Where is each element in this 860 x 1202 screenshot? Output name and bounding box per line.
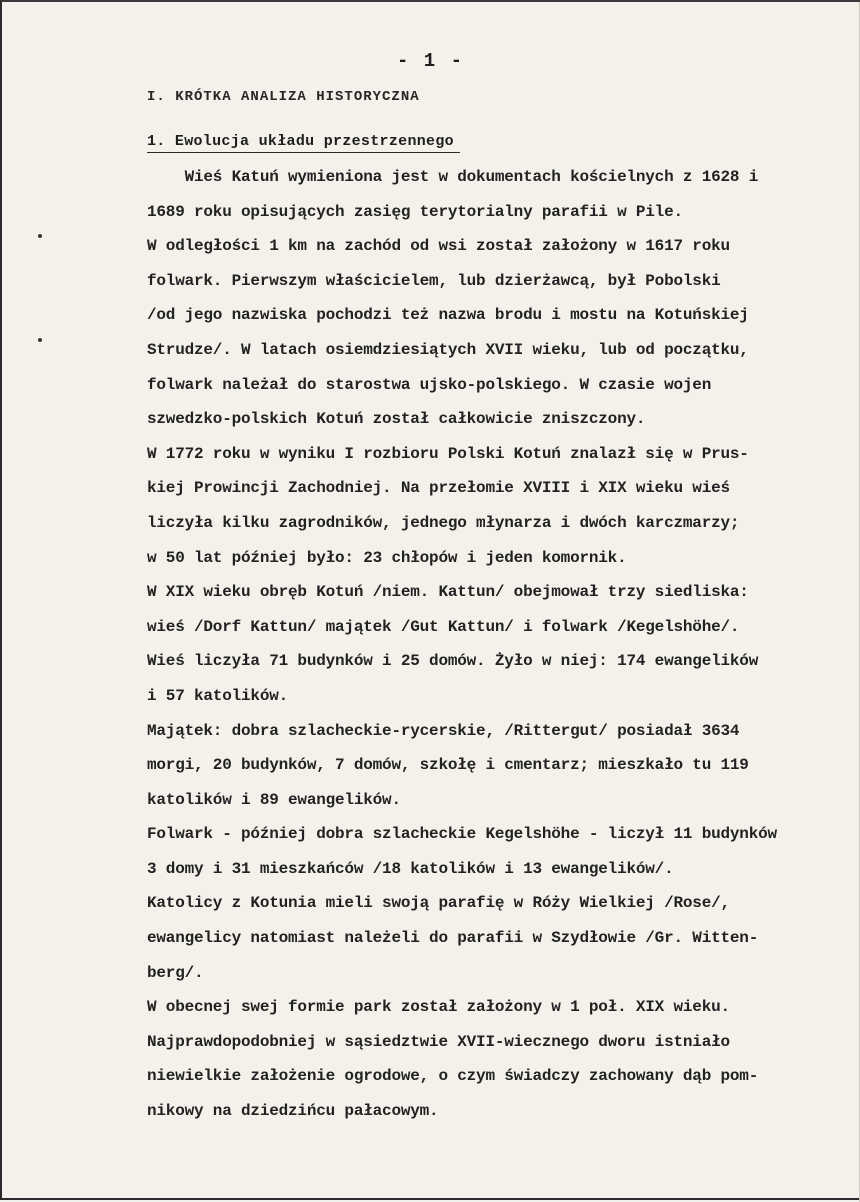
text-line: kiej Prowincji Zachodniej. Na przełomie XVIII i XIX wieku wieś <box>147 479 730 498</box>
text-line: w 50 lat później było: 23 chłopów i jeden komornik. <box>147 548 627 567</box>
text-line: nikowy na dziedzińcu pałacowym. <box>147 1102 439 1121</box>
text-line: W 1772 roku w wyniku I rozbioru Polski Kotuń znalazł się w Prus- <box>147 444 749 463</box>
text-line: Najprawdopodobniej w sąsiedztwie XVII-wiecznego dworu istniało <box>147 1032 730 1051</box>
text-line: wieś /Dorf Kattun/ majątek /Gut Kattun/ i folwark /Kegelshöhe/. <box>147 617 740 636</box>
margin-dot <box>38 234 42 238</box>
text-line: Strudze/. W latach osiemdziesiątych XVII wieku, lub od początku, <box>147 340 749 359</box>
text-line: liczyła kilku zagrodników, jednego młynarza i dwóch karczmarzy; <box>147 513 740 532</box>
text-line: Wieś liczyła 71 budynków i 25 domów. Żyło w niej: 174 ewangelików <box>147 652 759 671</box>
text-line: 3 domy i 31 mieszkańców /18 katolików i 13 ewangelików/. <box>147 859 674 878</box>
text-line: i 57 katolików. <box>147 686 289 705</box>
text-line: folwark. Pierwszym właścicielem, lub dzierżawcą, był Pobolski <box>147 271 721 290</box>
text-line: niewielkie założenie ogrodowe, o czym świadczy zachowany dąb pom- <box>147 1067 759 1086</box>
section-heading: I. KRÓTKA ANALIZA HISTORYCZNA <box>147 89 420 105</box>
text-line: Majątek: dobra szlacheckie-rycerskie, /Rittergut/ posiadał 3634 <box>147 721 740 740</box>
text-line: W XIX wieku obręb Kotuń /niem. Kattun/ obejmował trzy siedliska: <box>147 583 749 602</box>
body-text <box>147 160 860 1129</box>
text-line: Katolicy z Kotunia mieli swoją parafię w Róży Wielkiej /Rose/, <box>147 894 730 913</box>
text-line: Wieś Katuń wymieniona jest w dokumentach kościelnych z 1628 i <box>147 168 759 186</box>
text-line: /od jego nazwiska pochodzi też nazwa brodu i mostu na Kotuńskiej <box>147 306 749 325</box>
text-line: szwedzko-polskich Kotuń został całkowicie zniszczony. <box>147 410 646 429</box>
page-number: - 1 - <box>397 50 465 72</box>
text-line: W obecnej swej formie park został założony w 1 poł. XIX wieku. <box>147 998 730 1017</box>
text-line: 1689 roku opisujących zasięg terytorialny parafii w Pile. <box>147 202 683 221</box>
text-line: berg/. <box>147 963 204 982</box>
text-line: morgi, 20 budynków, 7 domów, szkołę i cmentarz; mieszkało tu 119 <box>147 756 749 775</box>
subsection-heading: 1. Ewolucja układu przestrzennego <box>147 132 460 153</box>
margin-dot <box>38 338 42 342</box>
text-line: ewangelicy natomiast należeli do parafii w Szydłowie /Gr. Witten- <box>147 929 759 948</box>
text-line: katolików i 89 ewangelików. <box>147 790 401 809</box>
text-line: Folwark - później dobra szlacheckie Kegelshöhe - liczył 11 budynków <box>147 825 777 844</box>
text-line: folwark należał do starostwa ujsko-polskiego. W czasie wojen <box>147 375 712 394</box>
text-line: W odległości 1 km na zachód od wsi został założony w 1617 roku <box>147 237 730 256</box>
